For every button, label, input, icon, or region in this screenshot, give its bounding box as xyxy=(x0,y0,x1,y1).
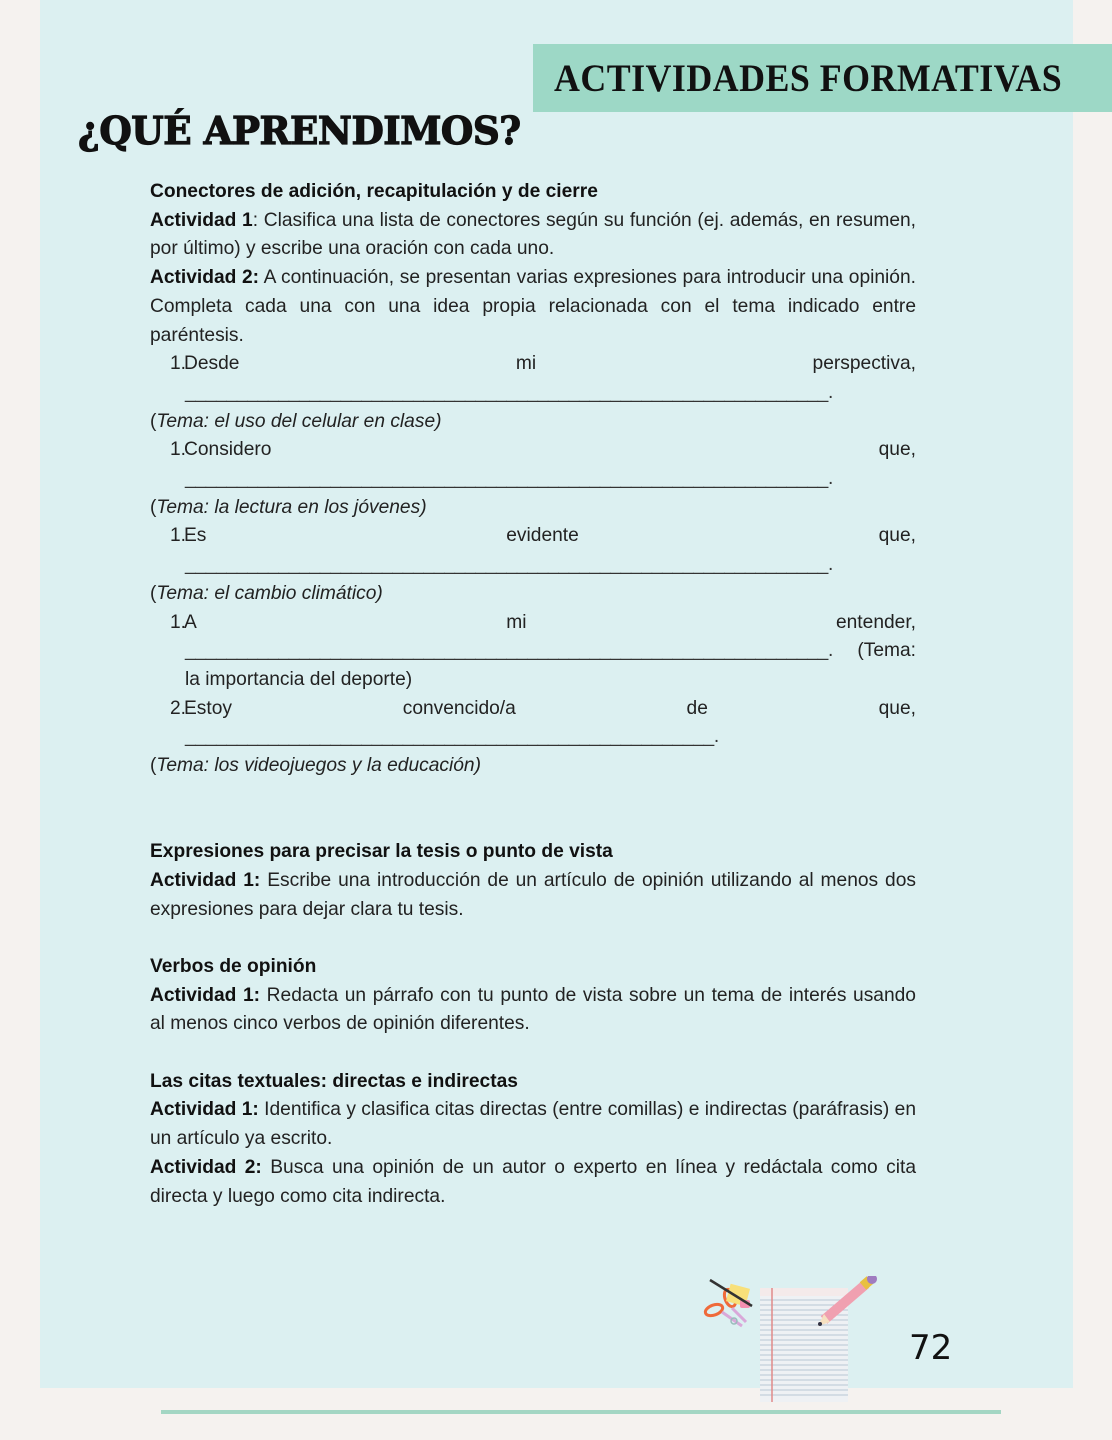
item-number: 1. xyxy=(170,353,187,375)
section-heading: Verbos de opinión xyxy=(150,955,317,977)
item-number: 1. xyxy=(170,525,187,547)
prompt-word: mi xyxy=(515,353,537,375)
tema-paren: ( xyxy=(150,410,157,432)
activity-paragraph xyxy=(150,264,916,350)
tema-inline: (Tema: xyxy=(857,640,916,662)
footer-divider xyxy=(161,1410,1001,1414)
answer-row xyxy=(150,637,916,666)
section-banner xyxy=(533,44,1112,112)
page-content xyxy=(150,178,916,1211)
prompt-word: perspectiva, xyxy=(812,353,916,375)
tema-note xyxy=(150,752,916,781)
answer-blank[interactable]: ______________________________________________________________. xyxy=(185,640,834,662)
prompt-word: Estoy xyxy=(184,697,232,719)
exercise-item xyxy=(150,609,916,638)
activity-text: Escribe una introducción de un artículo de opinión utilizando al menos dos expresiones para dejar clara tu tesis. xyxy=(150,869,916,920)
item-number: 2. xyxy=(170,697,187,719)
spacer xyxy=(150,809,916,838)
tema-continuation: la importancia del deporte) xyxy=(185,668,413,690)
activity-text: Busca una opinión de un autor o experto en línea y redáctala como cita directa y luego como cita indirecta. xyxy=(150,1156,916,1207)
prompt-word: que, xyxy=(878,525,916,547)
activity-separator: : xyxy=(252,209,259,231)
prompt-word: evidente xyxy=(506,525,579,547)
tema-text: Tema: la lectura en los jóvenes) xyxy=(156,496,427,518)
tema-paren: ( xyxy=(150,755,157,777)
activity-text: Clasifica una lista de conectores según su función (ej. además, en resumen, por último) y escribe una oración con cada uno. xyxy=(150,209,916,260)
activity-label: Actividad 2: xyxy=(150,267,260,289)
activity-label: Actividad 1: xyxy=(150,984,261,1006)
activity-label: Actividad 2: xyxy=(150,1156,262,1178)
tema-note xyxy=(150,494,916,523)
exercise-item xyxy=(150,522,916,551)
stationery-notebook-pencil-icon xyxy=(700,1276,880,1406)
activity-text: A continuación, se presentan varias expresiones para introducir una opinión. Completa cada una con una idea propia relacionada con el tema indicado entre paréntesis. xyxy=(150,267,916,346)
item-prompt xyxy=(184,695,916,724)
item-prompt xyxy=(184,350,916,379)
tema-paren: ( xyxy=(150,582,157,604)
activity-label: Actividad 1 xyxy=(150,209,253,231)
answer-blank[interactable]: ______________________________________________________________. xyxy=(185,468,834,490)
section-heading: Las citas textuales: directas e indirectas xyxy=(150,1070,518,1092)
prompt-word: mi xyxy=(506,611,527,633)
exercise-item xyxy=(150,436,916,465)
tema-text: Tema: el uso del celular en clase) xyxy=(156,410,442,432)
activity-text: Identifica y clasifica citas directas (entre comillas) e indirectas (paráfrasis) en un artículo ya escrito. xyxy=(150,1099,916,1150)
item-prompt xyxy=(184,436,916,465)
activity-paragraph xyxy=(150,1096,916,1153)
prompt-word: de xyxy=(686,697,708,719)
tema-note xyxy=(150,408,916,437)
item-prompt xyxy=(184,522,916,551)
tema-text: Tema: el cambio climático) xyxy=(156,582,383,604)
exercise-item xyxy=(150,695,916,724)
answer-blank[interactable]: ___________________________________________________. xyxy=(185,726,719,748)
prompt-word: que, xyxy=(878,439,916,461)
section-heading: Expresiones para precisar la tesis o punto de vista xyxy=(150,841,613,863)
prompt-word: Desde xyxy=(184,353,240,375)
tema-text: Tema: los videojuegos y la educación) xyxy=(156,755,481,777)
answer-blank[interactable]: ______________________________________________________________. xyxy=(185,381,834,403)
activity-text: Redacta un párrafo con tu punto de vista sobre un tema de interés usando al menos cinco verbos de opinión diferentes. xyxy=(150,984,916,1035)
page-title: ¿QUÉ APRENDIMOS? xyxy=(78,108,521,153)
item-number: 1. xyxy=(170,611,187,633)
spacer xyxy=(150,781,916,810)
prompt-word: convencido/a xyxy=(402,697,516,719)
prompt-word: Es xyxy=(184,525,207,547)
activity-paragraph xyxy=(150,1154,916,1211)
spacer xyxy=(150,1039,916,1068)
answer-blank[interactable]: ______________________________________________________________. xyxy=(185,554,834,576)
activity-label: Actividad 1: xyxy=(150,1099,259,1121)
spacer xyxy=(150,924,916,953)
activity-label: Actividad 1: xyxy=(150,869,261,891)
prompt-word: entender, xyxy=(835,611,916,633)
banner-title: ACTIVIDADES FORMATIVAS xyxy=(554,56,1063,100)
activity-paragraph xyxy=(150,982,916,1039)
prompt-word: que, xyxy=(878,697,916,719)
tema-paren: ( xyxy=(150,496,157,518)
page-number: 72 xyxy=(909,1328,953,1368)
exercise-item xyxy=(150,350,916,379)
section-heading: Conectores de adición, recapitulación y de cierre xyxy=(150,181,598,202)
prompt-word: Considero xyxy=(184,439,272,461)
item-prompt xyxy=(184,609,916,638)
activity-paragraph xyxy=(150,207,916,264)
activity-paragraph xyxy=(150,867,916,924)
item-number: 1. xyxy=(170,439,187,461)
prompt-word: A xyxy=(184,611,197,633)
tema-note xyxy=(150,580,916,609)
